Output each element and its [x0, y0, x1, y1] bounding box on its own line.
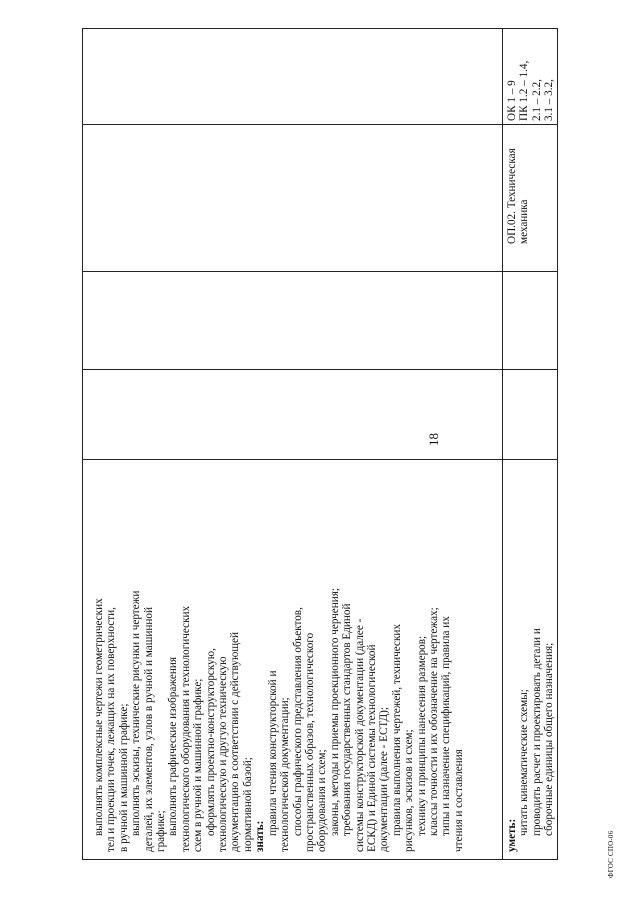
- text-line: тел и проекции точек, лежащих на их поверхности,: [105, 607, 118, 852]
- text-line: технику и принципы нанесения размеров;: [415, 635, 428, 836]
- text-line: технологическую и другую техническую: [217, 656, 230, 852]
- text-line: классы точности и их обозначение на чертежах;: [427, 607, 440, 836]
- text-line: в ручной и машинной графике;: [117, 703, 130, 852]
- text-line: выполнять эскизы, технические рисунки и чертежи: [130, 590, 143, 836]
- text-line: типы и назначение спецификаций, правила их: [440, 616, 453, 836]
- text-line: документации (далее - ЕСТД);: [378, 707, 391, 852]
- text-line: ЕСКД) и Единой системы технологической: [365, 644, 378, 852]
- curriculum-table: [82, 28, 558, 860]
- text-line: технологического оборудования и технологических: [179, 605, 192, 852]
- text-line: схем в ручной и машинной графике;: [192, 678, 205, 852]
- text-line: сборочные единицы общего назначения;: [543, 642, 556, 836]
- text-line: оформлять проектно-конструкторскую,: [204, 648, 217, 836]
- text-line: нормативной базой;: [241, 757, 254, 852]
- text-line: уметь:: [506, 818, 518, 852]
- text-line: проводить расчет и проектировать детали и: [530, 628, 543, 836]
- text-line: графике;: [155, 810, 168, 852]
- discipline-line: механика: [518, 199, 531, 244]
- page-number: 18: [426, 433, 441, 446]
- competency-line: 2.1 – 2.2,: [530, 79, 543, 121]
- text-line: способы графического представления объектов,: [291, 607, 304, 836]
- text-line: выполнять графические изображения: [167, 657, 180, 836]
- competency-line: 3.1 – 3.2,: [543, 79, 556, 121]
- text-line: документацию в соответствии с действующей: [229, 632, 242, 852]
- text-line: правила выполнения чертежей, технических: [390, 624, 403, 836]
- text-line: системы конструкторской документации (далее -: [353, 618, 366, 852]
- text-line: читать кинематические схемы;: [518, 689, 531, 836]
- text-line: оборудования и схем;: [316, 749, 329, 852]
- text-line: пространственных образов, технологического: [303, 632, 316, 852]
- competency-line: ПК 1.2 – 1.4,: [518, 60, 531, 121]
- text-line: знать:: [254, 820, 267, 852]
- text-line: деталей, их элементов, узлов в ручной и машинной: [142, 607, 155, 852]
- text-line: рисунков, эскизов и схем;: [403, 729, 416, 852]
- text-line: требования государственных стандартов Единой: [341, 603, 354, 836]
- text-line: выполнять комплексные чертежи геометрических: [93, 598, 105, 836]
- text-line: правила чтения конструкторской и: [266, 670, 279, 836]
- text-line: технологической документации;: [279, 697, 292, 852]
- text-line: законы, методы и приемы проекционного черчения;: [328, 588, 341, 836]
- competency-line: ОК 1 – 9: [506, 80, 518, 121]
- footer-label: ФГОС СПО-06: [607, 830, 615, 878]
- discipline-line: ОП.02. Техническая: [506, 148, 518, 244]
- text-line: чтения и составления: [452, 749, 465, 852]
